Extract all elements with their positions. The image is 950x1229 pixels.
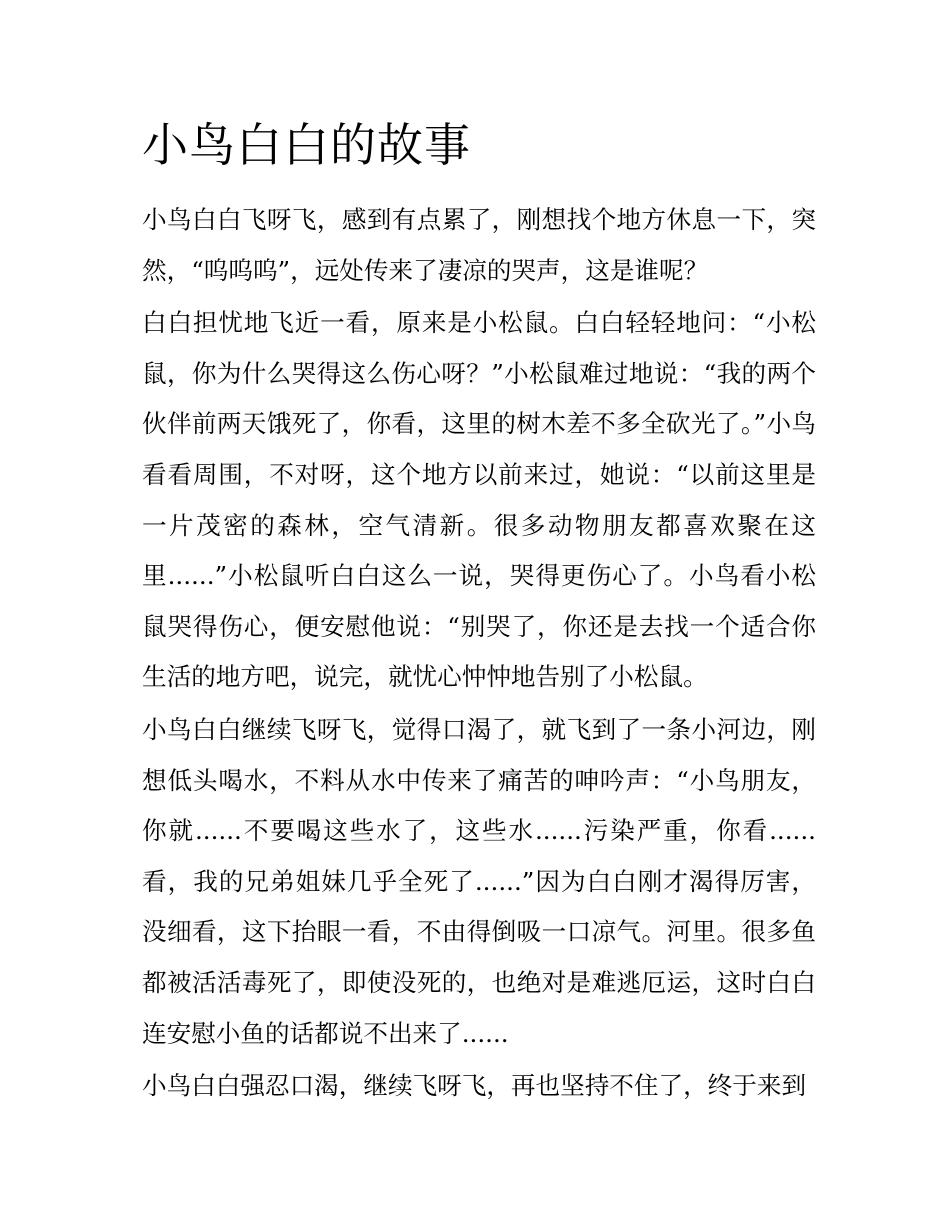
story-paragraph-1: 小鸟白白飞呀飞，感到有点累了，刚想找个地方休息一下，突然，“呜呜呜”，远处传来了凄凉的哭声，这是谁呢？ (142, 205, 816, 285)
story-paragraph-3: 小鸟白白继续飞呀飞，觉得口渴了，就飞到了一条小河边，刚想低头喝水，不料从水中传来了痛苦的呻吟声：“小鸟朋友，你就......不要喝这些水了，这些水......污染严重，你看......看，我的兄弟姐妹几乎全死了......”因为白白刚才渴得厉害，没细看，这下抬眼一看，不由得倒吸一口凉气。河里。很多鱼都被活活毒死了，即使没死的，也绝对是难逃厄运，这时白白连安慰小鱼的话都说不出来了...... (142, 714, 816, 1048)
story-paragraph-4: 小鸟白白强忍口渴，继续飞呀飞，再也坚持不住了，终于来到 (142, 1071, 807, 1101)
story-body (142, 195, 816, 1114)
page-title: 小鸟白白的故事 (142, 118, 471, 172)
story-paragraph-2: 白白担忧地飞近一看，原来是小松鼠。白白轻轻地问：“小松鼠，你为什么哭得这么伤心呀？”小松鼠难过地说：“我的两个伙伴前两天饿死了，你看，这里的树木差不多全砍光了。”小鸟看看周围，不对呀，这个地方以前来过，她说：“以前这里是一片茂密的森林，空气清新。很多动物朋友都喜欢聚在这里......”小松鼠听白白这么一说，哭得更伤心了。小鸟看小松鼠哭得伤心，便安慰他说：“别哭了，你还是去找一个适合你生活的地方吧，说完，就忧心忡忡地告别了小松鼠。 (142, 308, 816, 692)
